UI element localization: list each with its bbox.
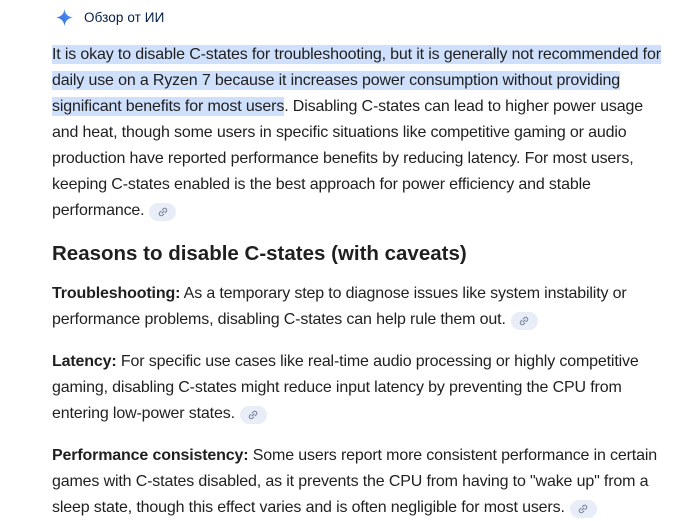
reason-label: Performance consistency: (52, 447, 249, 464)
reason-item-latency (52, 349, 668, 427)
ai-overview-label: Обзор от ИИ (84, 9, 165, 25)
link-icon (516, 313, 533, 330)
ai-overview-header (56, 8, 666, 26)
reason-text: Some users report more consistent performance in certain games with C-states disabled, as it prevents the CPU from having to "wake up" from a sleep state, though this effect varies and is often negligible for most users. (52, 447, 658, 516)
link-icon (575, 501, 592, 518)
link-icon (154, 204, 171, 221)
source-link-chip[interactable] (240, 406, 267, 424)
reason-text: As a temporary step to diagnose issues like system instability or performance problems, disabling C-states can help rule them out. (52, 285, 627, 328)
highlighted-text[interactable]: It is okay to disable C-states for troubleshooting, but it is generally not recommended for daily use on a Ryzen 7 because it increases power consumption without providing significant benefits for most users (52, 46, 661, 115)
summary-rest-text: . Disabling C-states can lead to higher power usage and heat, though some users in specific situations like competitive gaming or audio production have reported performance benefits by reducing latency. For most users, keeping C-states enabled is the best approach for power efficiency and stable performance. (52, 98, 643, 219)
section-heading: Reasons to disable C-states (with caveats) (52, 242, 467, 265)
gemini-sparkle-icon (56, 9, 73, 26)
source-link-chip[interactable] (149, 203, 176, 221)
reason-item-performance-consistency (52, 443, 668, 521)
source-link-chip[interactable] (570, 500, 597, 518)
reason-label: Latency: (52, 353, 117, 370)
source-link-chip[interactable] (511, 312, 538, 330)
reason-item-troubleshooting (52, 281, 668, 333)
reason-label: Troubleshooting: (52, 285, 181, 302)
reason-text: For specific use cases like real-time audio processing or highly competitive gaming, disabling C-states might reduce input latency by preventing the CPU from entering low-power states. (52, 353, 639, 422)
summary-paragraph (52, 42, 668, 224)
link-icon (245, 407, 262, 424)
